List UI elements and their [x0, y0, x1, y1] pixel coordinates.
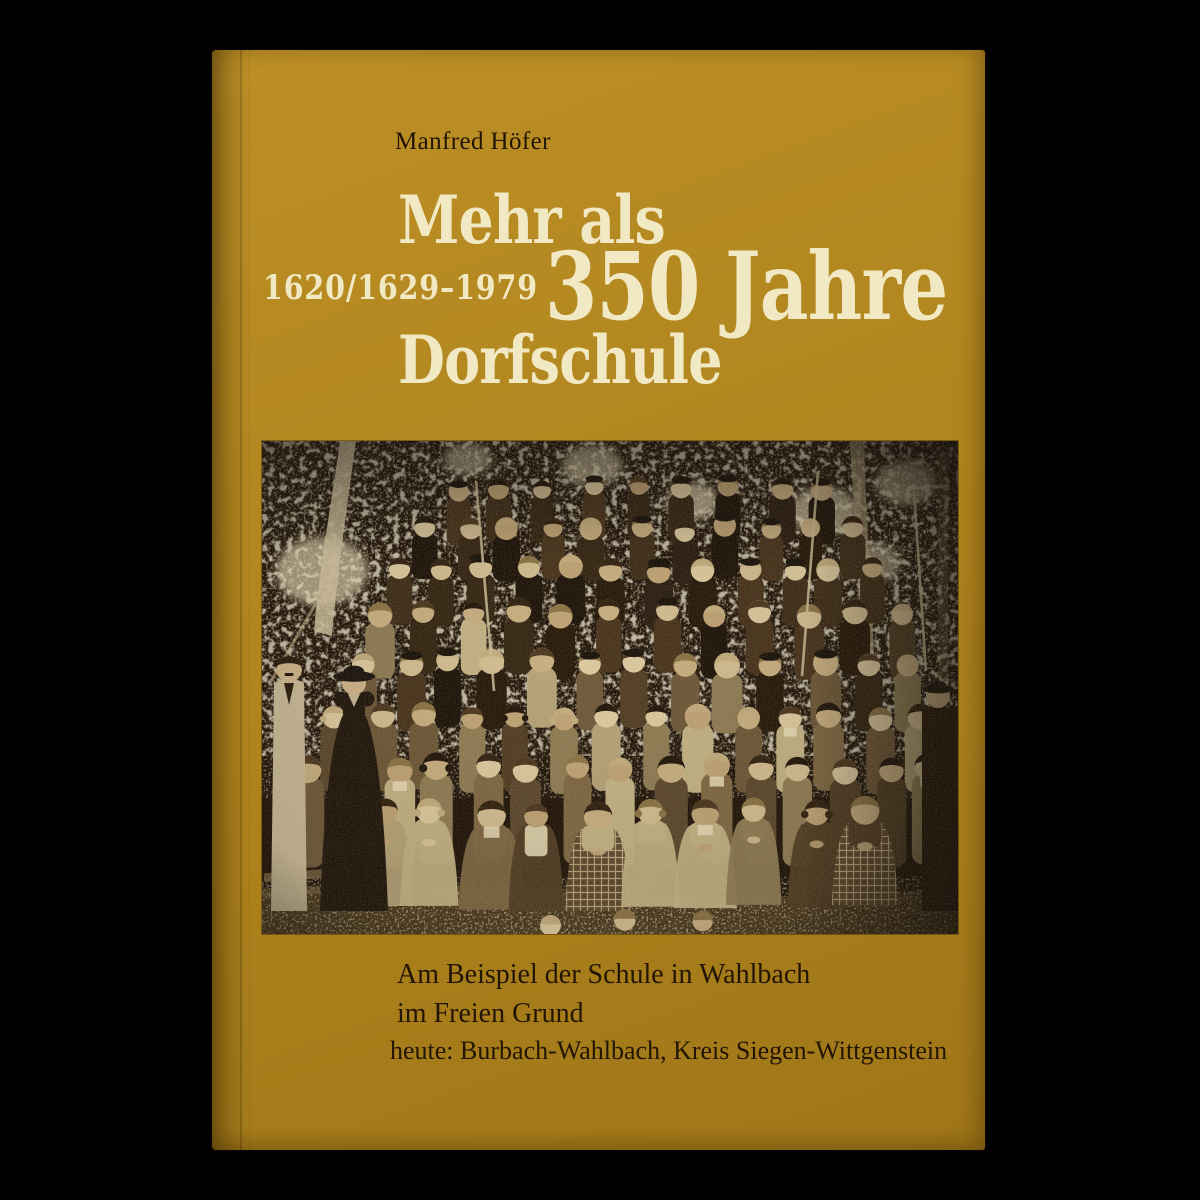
- title-line-350-jahre: 350 Jahre: [545, 232, 948, 342]
- spine-crease: [240, 50, 242, 1150]
- class-photo: [262, 441, 958, 934]
- subtitle-line-2: im Freien Grund: [397, 998, 584, 1029]
- footnote-line: heute: Burbach-Wahlbach, Kreis Siegen-Wittgenstein: [390, 1036, 948, 1065]
- author-name: Manfred Höfer: [395, 128, 551, 155]
- title-line-mehr-als: Mehr als: [398, 181, 665, 259]
- subtitle-line-1: Am Beispiel der Schule in Wahlbach: [397, 959, 811, 990]
- title-line-dorfschule: Dorfschule: [398, 321, 722, 399]
- spine-shadow: [212, 50, 248, 1150]
- subtitle: [397, 955, 810, 1033]
- title-years: 1620/1629–1979: [263, 268, 538, 308]
- photo-grain: [262, 441, 958, 934]
- class-photo-svg: [262, 441, 958, 934]
- spine-crease-2: [249, 50, 250, 1150]
- book-cover: [212, 50, 985, 1150]
